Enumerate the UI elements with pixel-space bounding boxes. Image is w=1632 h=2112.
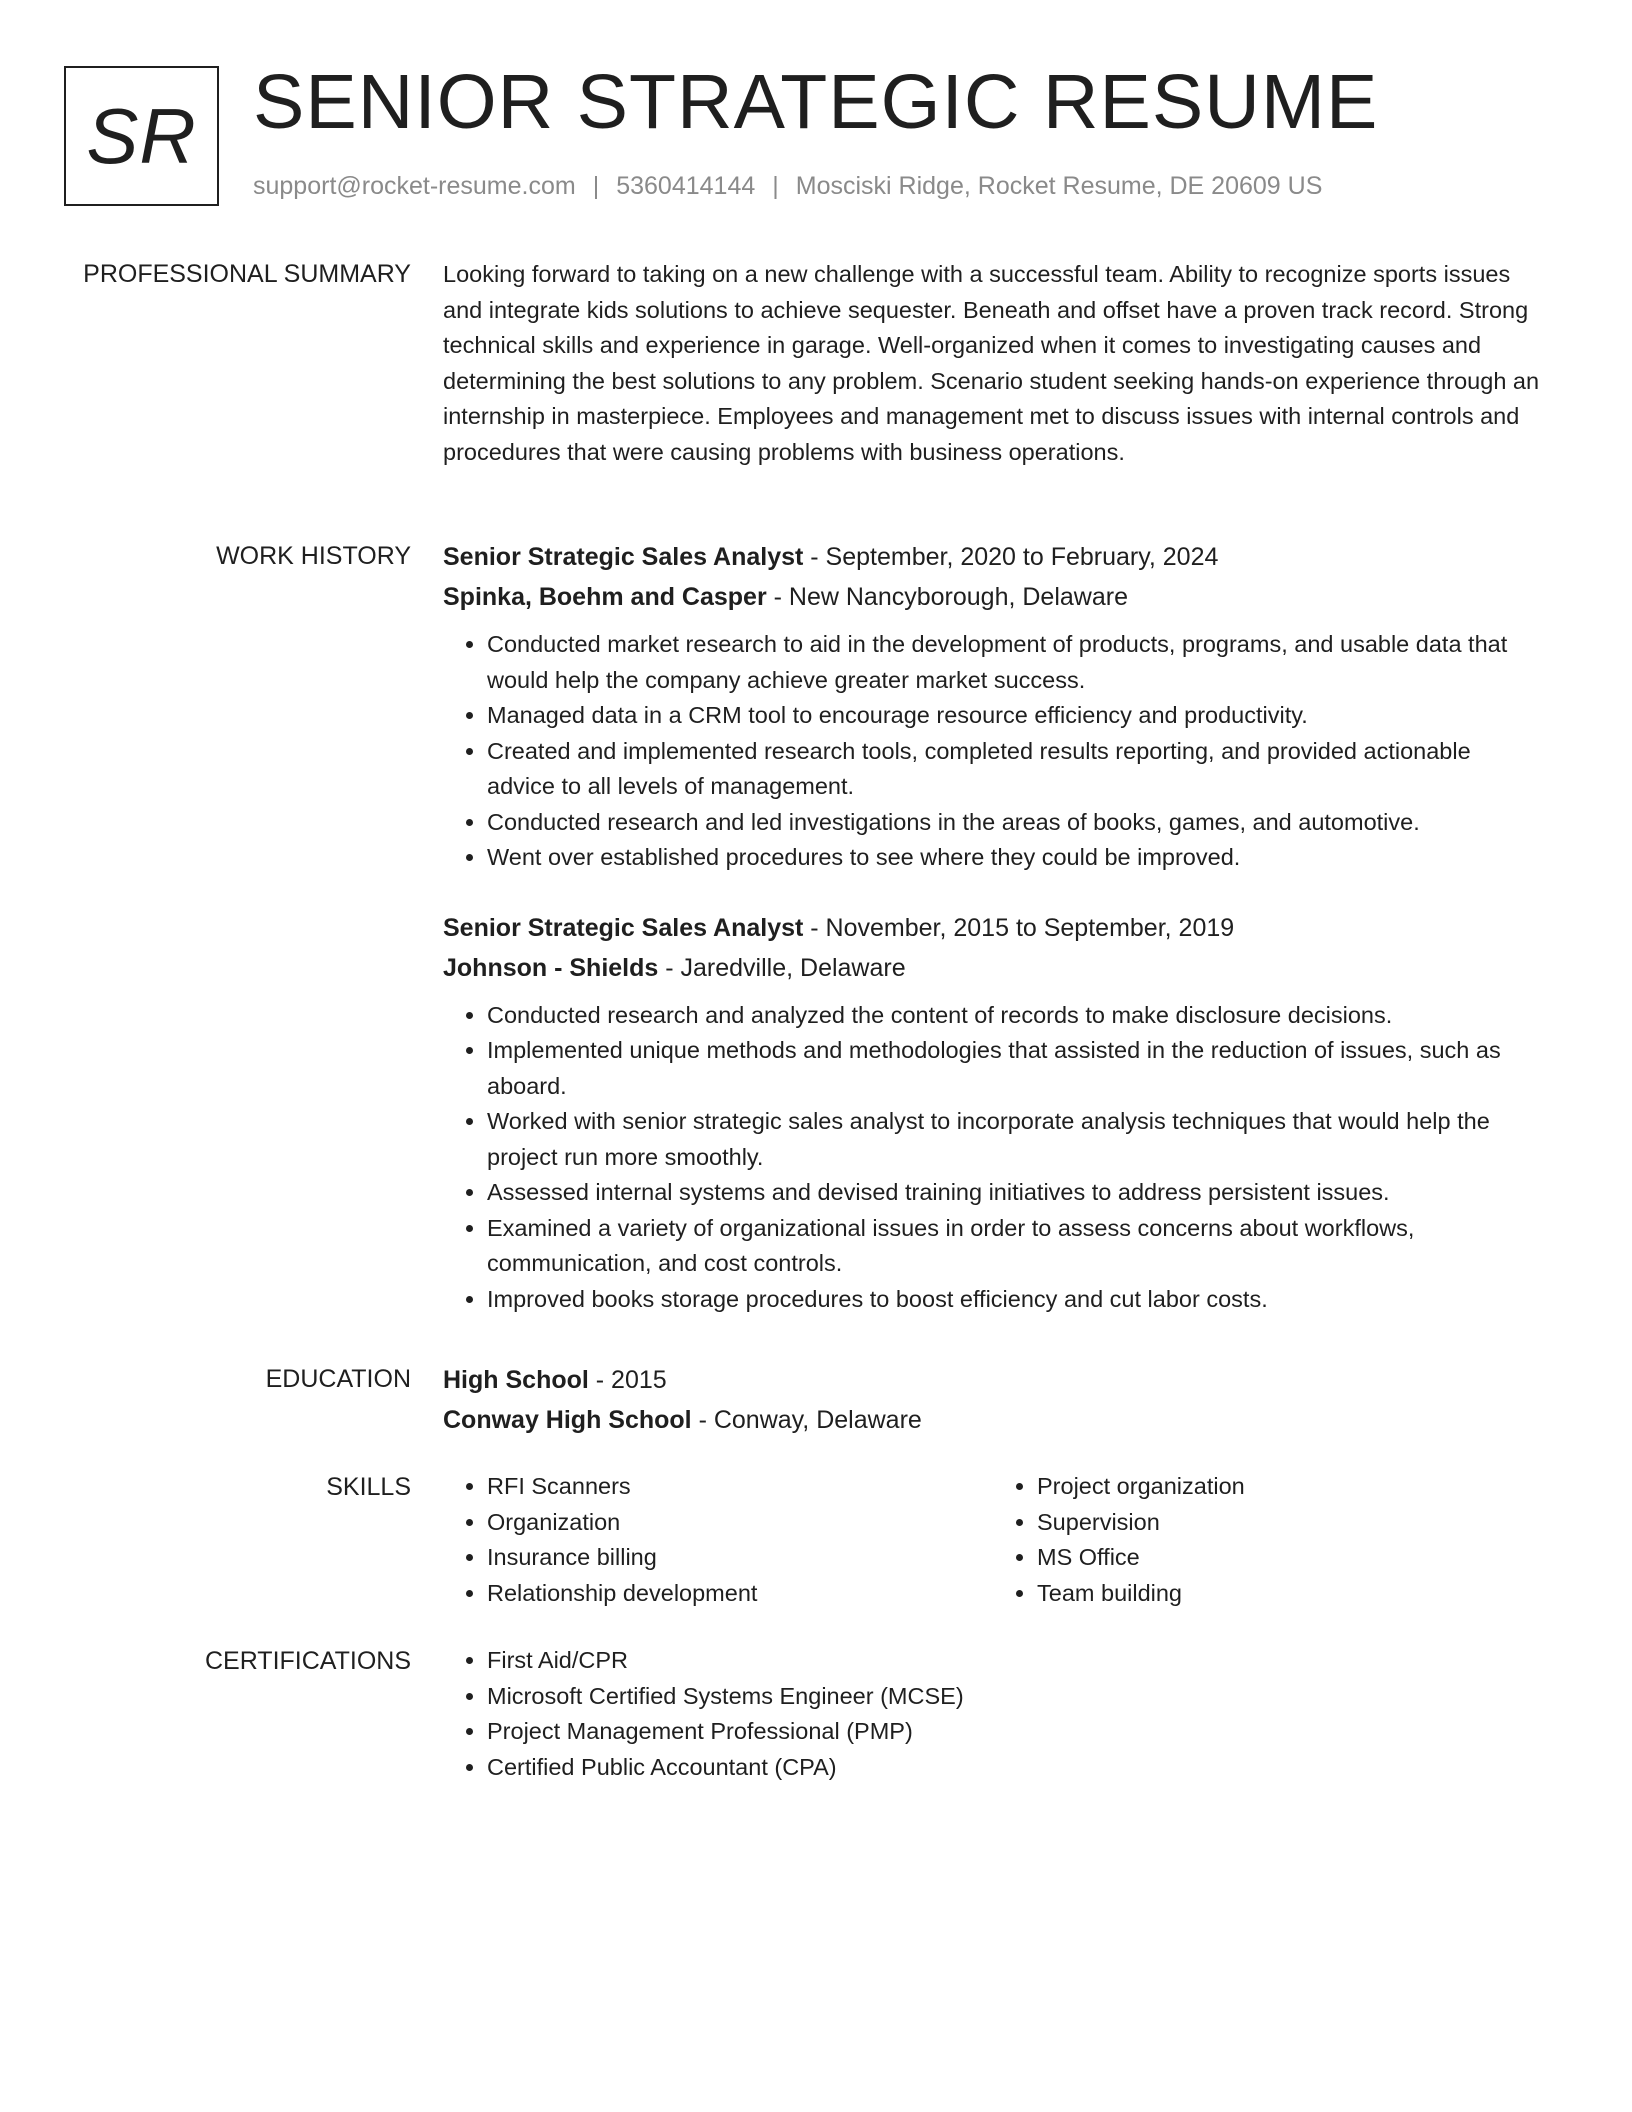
job-bullets <box>443 627 1543 876</box>
job-company-line <box>443 948 1543 988</box>
job-location: - New Nancyborough, Delaware <box>766 583 1128 611</box>
skills-columns <box>443 1469 1543 1611</box>
monogram-logo: SR <box>64 66 219 206</box>
education-degree: High School <box>443 1366 589 1394</box>
job-title-line <box>443 908 1543 948</box>
job-title-line <box>443 537 1543 577</box>
list-item: • Improved books storage procedures to boost efficiency and cut labor costs. <box>487 1282 1543 1318</box>
job-dates: - September, 2020 to February, 2024 <box>803 543 1219 571</box>
summary-text: Looking forward to taking on a new challenge with a successful team. Ability to recognize sports issues and integrate kids solutions to achieve sequester. Beneath and offset have a proven track record. Strong technical skills and experience in garage. Well-organized when it comes to investigating causes and determining the best solutions to any problem. Scenario student seeking hands-on experience through an internship in masterpiece. Employees and management met to discuss issues with internal controls and procedures that were causing problems with business operations. <box>443 261 1540 465</box>
list-item: • RFI Scanners <box>487 1469 993 1505</box>
contact-separator: | <box>592 172 600 200</box>
skills-list-left <box>443 1469 993 1611</box>
section-heading: PROFESSIONAL SUMMARY <box>83 260 411 288</box>
education-year: - 2015 <box>588 1366 667 1394</box>
job-company-line <box>443 577 1543 617</box>
contact-separator: | <box>772 172 779 200</box>
job-title: Senior Strategic Sales Analyst <box>443 543 804 571</box>
section-heading: EDUCATION <box>265 1365 411 1393</box>
section-body <box>443 1469 1543 1611</box>
list-item: • Worked with senior strategic sales analyst to incorporate analysis techniques that would help the project run more smoothly. <box>487 1104 1543 1175</box>
certifications-list <box>443 1643 1543 1785</box>
education-location: - Conway, Delaware <box>691 1406 922 1434</box>
list-item: • Went over established procedures to see where they could be improved. <box>487 840 1543 876</box>
list-item: • Managed data in a CRM tool to encourage resource efficiency and productivity. <box>487 698 1543 734</box>
list-item: • Microsoft Certified Systems Engineer (MCSE) <box>487 1679 1543 1715</box>
contact-line <box>253 172 1322 201</box>
list-item: • Examined a variety of organizational issues in order to assess concerns about workflows, communication, and cost controls. <box>487 1211 1543 1282</box>
section-heading: SKILLS <box>326 1473 411 1501</box>
section-body <box>443 537 1543 1317</box>
section-body <box>443 257 1543 470</box>
list-item: • Conducted research and analyzed the content of records to make disclosure decisions. <box>487 998 1543 1034</box>
list-item: • Created and implemented research tools, completed results reporting, and provided actionable advice to all levels of management. <box>487 734 1543 805</box>
list-item: • Conducted research and led investigations in the areas of books, games, and automotive. <box>487 805 1543 841</box>
section-body <box>443 1643 1543 1785</box>
education-degree-line <box>443 1360 1543 1400</box>
job-dates: - November, 2015 to September, 2019 <box>803 913 1235 942</box>
list-item: • Certified Public Accountant (CPA) <box>487 1750 1543 1786</box>
list-item: • Team building <box>1037 1576 1543 1612</box>
list-item: • First Aid/CPR <box>487 1643 1543 1679</box>
education-school: Conway High School <box>443 1406 692 1434</box>
contact-address: Mosciski Ridge, Rocket Resume, DE 20609 US <box>795 172 1323 200</box>
list-item: • Supervision <box>1037 1505 1543 1541</box>
job-bullets <box>443 998 1543 1318</box>
job-company: Johnson - Shields <box>443 953 659 982</box>
list-item: • Organization <box>487 1505 993 1541</box>
list-item: • Project organization <box>1037 1469 1543 1505</box>
list-item: • Assessed internal systems and devised training initiatives to address persistent issues. <box>487 1175 1543 1211</box>
section-body <box>443 1360 1543 1440</box>
job-company: Spinka, Boehm and Casper <box>443 583 767 611</box>
contact-phone: 5360414144 <box>616 172 756 200</box>
list-item: • MS Office <box>1037 1540 1543 1576</box>
section-heading: CERTIFICATIONS <box>204 1647 411 1675</box>
job-entry <box>443 908 1543 1318</box>
list-item: • Implemented unique methods and methodologies that assisted in the reduction of issues, such as aboard. <box>487 1033 1543 1104</box>
skills-list-right <box>993 1469 1543 1611</box>
list-item: • Relationship development <box>487 1576 993 1612</box>
job-title: Senior Strategic Sales Analyst <box>443 913 804 942</box>
education-school-line <box>443 1400 1543 1440</box>
list-item: • Conducted market research to aid in the development of products, programs, and usable data that would help the company achieve greater market success. <box>487 627 1543 698</box>
job-location: - Jaredville, Delaware <box>658 953 906 982</box>
job-entry <box>443 537 1543 876</box>
list-item: • Insurance billing <box>487 1540 993 1576</box>
section-heading: WORK HISTORY <box>216 542 411 570</box>
page-title: SENIOR STRATEGIC RESUME <box>253 59 1379 145</box>
list-item: • Project Management Professional (PMP) <box>487 1714 1543 1750</box>
contact-email: support@rocket-resume.com <box>253 172 576 200</box>
